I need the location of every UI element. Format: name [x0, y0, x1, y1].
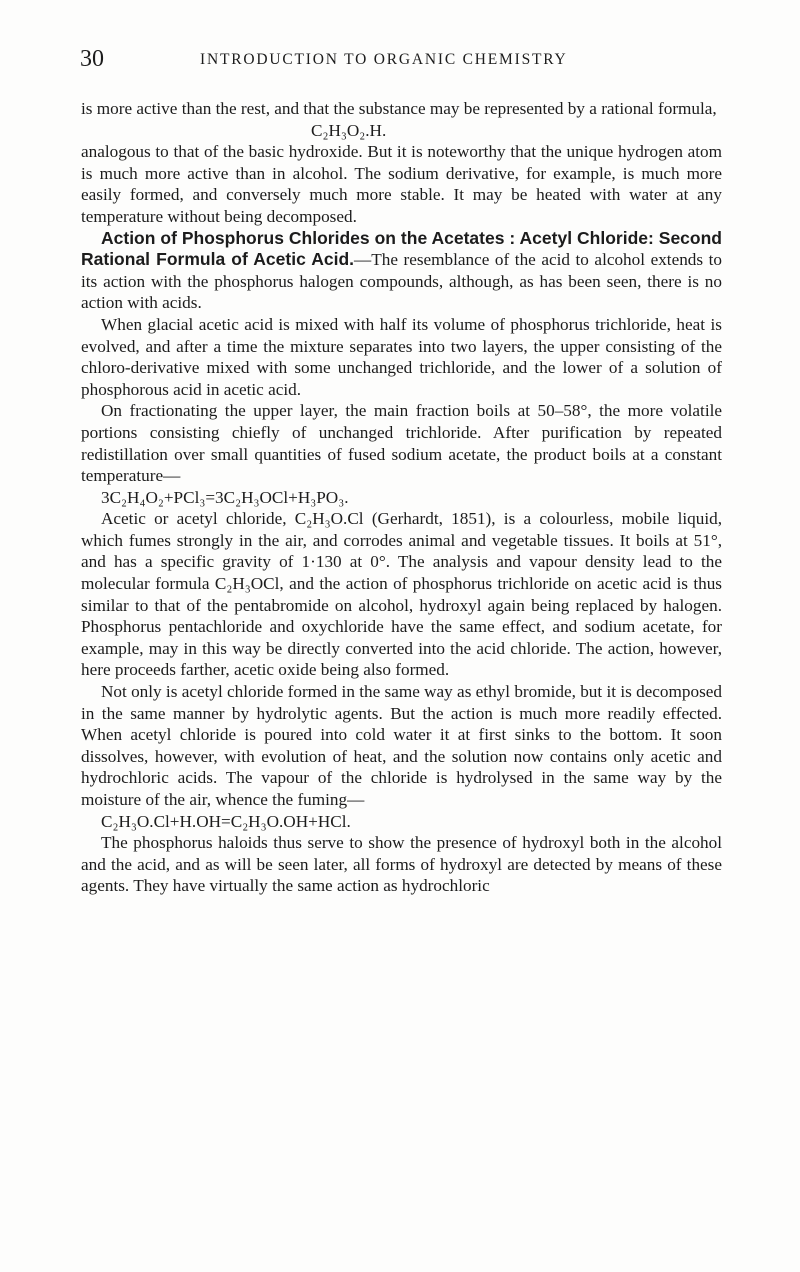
- paragraph: is more active than the rest, and that the substance may be represented by a rational formula,: [81, 99, 717, 118]
- running-head: INTRODUCTION TO ORGANIC CHEMISTRY: [200, 51, 568, 68]
- body-text: [81, 98, 722, 897]
- formula: 3C₂H₄O₂+PCl₃=3C₂H₃OCl+H₃PO₃.: [101, 487, 349, 507]
- paragraph: When glacial acetic acid is mixed with half its volume of phosphorus trichloride, heat is evolved, and after a time the mixture separates into two layers, the upper consisting of the chloro-derivative mixed with some unchanged trichloride, and the lower of a solution of phosphorous acid in acetic acid.: [81, 314, 722, 399]
- formula: C₂H₃O₂.H.: [311, 120, 387, 140]
- section-lead-text: —The resemblance of the acid to alcohol extends to its action with the phosphorus halogen compounds, although, as has been seen, there is no action with acids.: [81, 250, 722, 313]
- section-heading: Action of Phosphorus Chlorides on the Acetates : Acetyl Chloride: Second Rational Formula of Acetic Acid.: [81, 227, 722, 270]
- paragraph: Not only is acetyl chloride formed in the same way as ethyl bromide, but it is decomposed in the same manner by hydrolytic agents. But the action is much more readily effected. When acetyl chloride is poured into cold water it at first sinks to the bottom. It soon dissolves, however, with evolution of heat, and the solution now contains only acetic and hydrochloric acids. The vapour of the chloride is hydrolysed in the same way by the moisture of the air, whence the fuming—: [81, 682, 722, 809]
- paragraph: On fractionating the upper layer, the main fraction boils at 50–58°, the more volatile portions consisting chiefly of unchanged trichloride. After purification by repeated redistillation over small quantities of fused sodium acetate, the product boils at a constant temperature—: [81, 401, 722, 486]
- page-number: 30: [80, 46, 104, 72]
- paragraph: The phosphorus haloids thus serve to show the presence of hydroxyl both in the alcohol and the acid, and as will be seen later, all forms of hydroxyl are detected by means of these agents. They have virtually the same action as hydrochloric: [81, 833, 722, 896]
- paragraph: analogous to that of the basic hydroxide. But it is noteworthy that the unique hydrogen atom is much more active than in alcohol. The sodium derivative, for example, is much more easily formed, and conversely much more stable. It may be heated with water at any temperature without being decomposed.: [81, 142, 722, 226]
- section-paragraph: [81, 228, 722, 314]
- formula: C₂H₃O.Cl+H.OH=C₂H₃O.OH+HCl.: [101, 811, 351, 831]
- page-header: [80, 46, 720, 72]
- paragraph: Acetic or acetyl chloride, C₂H₃O.Cl (Gerhardt, 1851), is a colourless, mobile liquid, which fumes strongly in the air, and corrodes animal and vegetable tissues. It boils at 51°, and has a specific gravity of 1·130 at 0°. The analysis and vapour density lead to the molecular formula C₂H₃OCl, and the action of phosphorus trichloride on acetic acid is thus similar to that of the pentabromide on alcohol, hydroxyl again being replaced by halogen. Phosphorus pentachloride and oxychloride have the same effect, and sodium acetate, for example, may in this way be directly converted into the acid chloride. The action, however, here proceeds farther, acetic oxide being also formed.: [81, 509, 722, 680]
